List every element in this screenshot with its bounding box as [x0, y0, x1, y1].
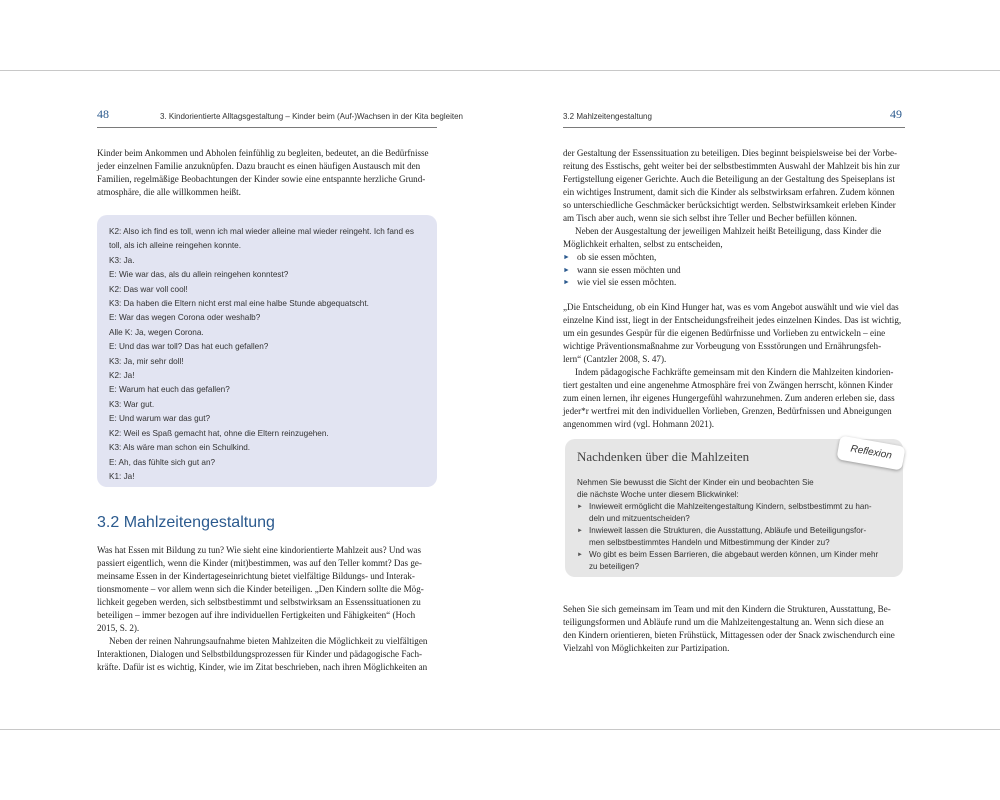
right-column — [563, 147, 905, 431]
text-line: angenommen wird (vgl. Hohmann 2021). — [563, 418, 715, 429]
text-line: zum einen lernen, ihr eigenes Hungergefühl wahrzunehmen. Zum anderen erleben sie, dass — [563, 392, 895, 403]
section-body — [97, 544, 437, 674]
text-line: tiert gestalten und eine angenehme Atmosphäre frei von Zwängen herrscht, können Kinder — [563, 379, 893, 390]
closing-paragraph — [563, 603, 905, 655]
text-line: Neben der reinen Nahrungsaufnahme bieten Mahlzeiten die Möglichkeit zu vielfältigen — [109, 636, 428, 646]
list-item: ► Wo gibt es beim Essen Barrieren, die abgebaut werden können, um Kinder mehr zu beteiligen? — [577, 550, 879, 571]
dialog-line: K3: Ja. — [109, 255, 135, 265]
section-heading: 3.2 Mahlzeitengestaltung — [97, 514, 275, 531]
text-line: ein wichtiges Instrument, damit sich die Kinder als selbstwirksam erfahren. Zudem können — [563, 187, 895, 197]
dialog-line: E: Warum hat euch das gefallen? — [109, 385, 230, 395]
triangle-bullet-icon: ► — [563, 278, 570, 286]
dialog-line: K3: Ja, mir sehr doll! — [109, 356, 184, 366]
text-line: Indem pädagogische Fachkräfte gemeinsam mit den Kindern die Mahlzeiten kindorien- — [575, 366, 894, 377]
bullet-list — [563, 251, 905, 289]
dialog-line: E: Und warum war das gut? — [109, 414, 211, 424]
text-line: so unterschiedliche Geschmäcker berücksichtigt werden. Selbstwirksamkeit erleben Kinder — [563, 200, 896, 210]
text-line: den Kindern orientieren, bieten Frühstück, Mittagessen oder der Snack zwischendurch eine — [563, 630, 895, 640]
dialog-line: E: Ah, das fühlte sich gut an? — [109, 457, 216, 467]
dialog-line: E: Und das war toll? Das hat euch gefallen? — [109, 342, 269, 352]
dialog-line: toll, als ich alleine reingehen konnte. — [109, 241, 241, 251]
text-line: Neben der Ausgestaltung der jeweiligen Mahlzeit heißt Beteiligung, dass Kinder die — [575, 226, 882, 236]
text-line: tionsmomente – vor allem wenn sich die Kinder beteiligen. „Den Kindern sollte die Mög- — [97, 584, 424, 594]
dialog-line: K3: Da haben die Eltern nicht erst mal eine halbe Stunde abgequatscht. — [109, 299, 369, 309]
triangle-bullet-icon: ► — [577, 528, 583, 534]
text-line: teiligungsformen und Abläufe rund um die Mahlzeitengestaltung an. Wenn sich diese an — [563, 617, 884, 627]
text-line: der Gestaltung der Essenssituation zu beteiligen. Dies beginnt beispielsweise bei der Vorbe- — [563, 148, 898, 158]
dialog-line: E: War das wegen Corona oder weshalb? — [109, 313, 261, 323]
text-line: Was hat Essen mit Bildung zu tun? Wie sieht eine kindorientierte Mahlzeit aus? Und was — [97, 545, 422, 555]
dialog-line: K3: Als wäre man schon ein Schulkind. — [109, 443, 251, 453]
dialog-line: K2: Ja! — [109, 371, 135, 381]
dialog-line: K2: Weil es Spaß gemacht hat, ohne die Eltern reinzugehen. — [109, 428, 329, 438]
text-line: kräfte. Dafür ist es wichtig, Kinder, wie im Zitat beschrieben, nach ihren Möglichkeiten an — [97, 662, 428, 672]
quote-line: lern“ (Cantzler 2008, S. 47). — [563, 353, 667, 364]
triangle-bullet-icon: ► — [563, 265, 570, 274]
quote-line: um ein gesundes Gespür für die eigenen Bedürfnisse und Vorlieben zu entwickeln – eine — [563, 327, 886, 338]
left-header-rule — [97, 127, 437, 128]
left-page-number: 48 — [97, 107, 109, 121]
list-item: ► Inwieweit lassen die Strukturen, die Ausstattung, Abläufe und Beteiligungsfor- men selbstbestimmtes Handeln und Mitbestimmung der Kinder zu? — [577, 526, 867, 547]
text-line: Vielzahl von Möglichkeiten zur Partizipation. — [563, 643, 730, 653]
left-running-head: 3. Kindorientierte Alltagsgestaltung – Kinder beim (Auf-)Wachsen in der Kita begleiten — [160, 112, 463, 121]
list-item: ► ob sie essen möchten, — [563, 252, 657, 262]
list-item: ► Inwieweit ermöglicht die Mahlzeitengestaltung Kindern, selbstbestimmt zu han- deln und mitzuentscheiden? — [577, 502, 872, 523]
text-line: passiert eigentlich, wenn die Kinder (mit)bestimmen, was auf den Teller kommt? Das ge- — [97, 558, 422, 568]
intro-paragraph — [97, 147, 437, 199]
text-line: beteiligen – immer bezogen auf ihre individuellen Fertigkeiten und Fähigkeiten“ (Hoch — [97, 610, 416, 620]
reflection-questions — [577, 501, 891, 573]
triangle-bullet-icon: ► — [577, 504, 583, 510]
text-line: atmosphäre, die alle willkommen heißt. — [97, 187, 241, 197]
dialog-line: K3: War gut. — [109, 399, 155, 409]
quote-line: „Die Entscheidung, ob ein Kind Hunger hat, was es vom Angebot auswählt und wie viel das — [563, 301, 899, 312]
dialog-line: K2: Das war voll cool! — [109, 284, 188, 294]
text-line: reitung des Esstischs, geht weiter bei der selbstbestimmten Auswahl der Mahlzeit bis hin zur — [563, 161, 900, 171]
text-line: Interaktionen, Dialogen und Selbstbildungsprozessen für Kinder und pädagogische Fach- — [97, 649, 423, 659]
text-line: Möglichkeit erhalten, selbst zu entscheiden, — [563, 239, 723, 249]
text-line: Kinder beim Ankommen und Abholen feinfühlig zu begleiten, bedeutet, an die Bedürfnisse — [97, 148, 429, 158]
right-page-number: 49 — [890, 107, 902, 121]
list-item: ► wann sie essen möchten und — [563, 264, 681, 275]
dialog-line: K2: Also ich find es toll, wenn ich mal wieder alleine mal wieder reingeht. Ich fand es — [109, 227, 414, 236]
triangle-bullet-icon: ► — [563, 253, 570, 261]
list-item: ► wie viel sie essen möchten. — [563, 277, 677, 287]
interview-dialog-box — [97, 215, 437, 487]
text-line: lichkeit gegeben werden, sich selbstbestimmt und selbstwirksam an Essenssituationen zu — [97, 597, 421, 607]
text-line: Fertigstellung eigener Gerichte. Auch die Beteiligung an der Gestaltung des Speiseplans ist — [563, 174, 895, 184]
quote-line: einzelne Kind isst, liegt in der Entscheidungsfreiheit jedes einzelnen Kindes. Das ist wichtig, — [563, 314, 902, 325]
text-line: am Tisch aber auch, wenn sie sich selbst ihre Teller und Becher befüllen können. — [563, 213, 857, 223]
text-line: Sehen Sie sich gemeinsam im Team und mit den Kindern die Strukturen, Ausstattung, Be- — [563, 604, 891, 614]
text-line: jeder einzelnen Familie anzuknüpfen. Dazu braucht es einen häufigen Austausch mit den — [97, 161, 421, 171]
text-line: Familien, regelmäßige Beobachtungen der Kinder sowie eine entspannte herzliche Grund- — [97, 174, 426, 184]
text-line: 2015, S. 2). — [97, 623, 140, 633]
right-running-head: 3.2 Mahlzeitengestaltung — [563, 112, 652, 121]
reflection-intro: die nächste Woche unter diesem Blickwinkel: — [577, 490, 739, 499]
dialog-line: Alle K: Ja, wegen Corona. — [109, 327, 204, 337]
triangle-bullet-icon: ► — [577, 552, 583, 558]
text-line: jeder*r wertfrei mit den individuellen Vorlieben, Grenzen, Bedürfnissen und Abneigungen — [563, 405, 892, 416]
right-header-rule — [563, 127, 905, 128]
reflection-intro: Nehmen Sie bewusst die Sicht der Kinder ein und beobachten Sie — [577, 478, 814, 487]
text-line: meinsame Essen in der Kindertageseinrichtung bietet vielfältige Bildungs- und Interak- — [97, 571, 415, 581]
reflection-title: Nachdenken über die Mahlzeiten — [577, 449, 750, 464]
quote-line: wichtige Präventionsmaßnahme zur Vorbeugung von Essstörungen und Ernährungsfeh- — [563, 340, 882, 351]
book-spread — [0, 70, 1000, 730]
dialog-line: K1: Ja! — [109, 471, 135, 481]
reflexion-badge: Reflexion — [836, 435, 905, 470]
dialog-line: E: Wie war das, als du allein reingehen konntest? — [109, 270, 289, 280]
